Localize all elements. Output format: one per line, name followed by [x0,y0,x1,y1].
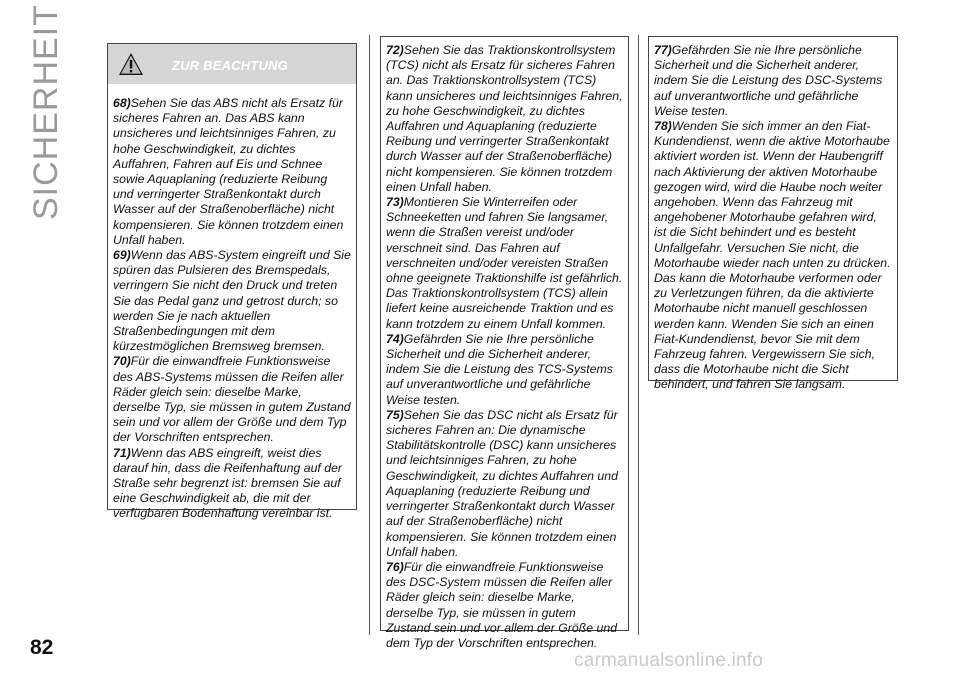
note-text: Wenn das ABS-System eingreift und Sie spüren das Pulsieren des Bremspedals, verringern Sie nicht den Druck und treten Sie das Pedal ganz und getrost durch; so werden Sie je nach aktuellen Straßenbedingungen mit dem kürzestmöglichen Bremsweg bremsen. [113,248,351,354]
watermark: carmanualsonline.info [574,650,764,671]
note-text: Sehen Sie das Traktionskontrollsystem (TCS) nicht als Ersatz für sicheres Fahren an. Das Traktionskontrollsystem (TCS) kann unsicheres und leichtsinniges Fahren, zu hohe Geschwindigkeit, zu dichtes Auffahren und Aquaplaning (reduzierte Reibung und verringerter Straßenkontakt durch Wasser auf der Straßenoberfläche) nicht kompensieren. Sie können trotzdem einen Unfall haben. [386,43,623,194]
note-number: 78) [654,119,672,134]
note-75 [386,408,623,560]
warning-title: ZUR BEACHTUNG [172,58,288,73]
note-70 [113,354,351,445]
column-divider [369,35,370,635]
note-number: 68) [113,96,131,110]
note-76 [386,560,623,651]
note-number: 74) [386,331,404,346]
note-text: Wenden Sie sich immer an den Fiat-Kundendienst, wenn die aktive Motorhaube aktiviert worden ist. Wenn der Haubengriff nach Aktivierung der aktiven Motorhaube gezogen wird, wird die Haube noch weiter angehoben. Wenn das Fahrzeug mit angehobener Motorhaube gefahren wird, ist die Sicht behindert und es besteht Unfallgefahr. Versuchen Sie nicht, die Motorhaube wieder nach unten zu drücken. Das kann die Motorhaube verformen oder zu Verletzungen führen, da die aktivierte Motorhaube nicht manuell geschlossen werden kann. Wenden Sie sich an einen Fiat-Kundendienst, bevor Sie mit dem Fahrzeug fahren. Vergewissern Sie sich, dass die Motorhaube nicht die Sicht behindert, und fahren Sie langsam. [654,119,891,392]
note-text: Sehen Sie das DSC nicht als Ersatz für sicheres Fahren an: Die dynamische Stabilitätskontrolle (DSC) kann unsicheres und leichtsinniges Fahren, zu hohe Geschwindigkeit, zu dichtes Auffahren und Aquaplaning (reduzierte Reibung und verringerter Straßenkontakt durch Wasser auf der Straßenoberfläche) nicht kompensieren. Sie können trotzdem einen Unfall haben. [386,407,618,559]
note-77 [654,43,892,119]
note-text: Sehen Sie das ABS nicht als Ersatz für sicheres Fahren an. Das ABS kann unsicheres und leichtsinniges Fahren, zu hohe Geschwindigkeit, zu dichtes Auffahren, Fahren auf Eis und Schnee sowie Aquaplaning (reduzierte Reibung und verringerter Straßenkontakt durch Wasser auf der Straßenoberfläche) nicht kompensieren. Sie können trotzdem einen Unfall haben. [113,96,344,247]
note-text: Gefährden Sie nie Ihre persönliche Sicherheit und die Sicherheit anderer, indem Sie die Leistung des DSC-Systems auf unverantwortliche und gefährliche Weise testen. [654,43,883,118]
note-text: Für die einwandfreie Funktionsweise des ABS-Systems müssen die Reifen aller Räder gleich sein: dieselbe Marke, derselbe Typ, sie müssen in gutem Zustand sein und vor allem der Größe und dem Typ der Vorschriften entsprechen. [113,354,351,445]
note-68 [113,96,351,248]
warning-triangle-icon [118,52,144,76]
note-number: 77) [654,43,672,57]
warning-box [107,43,357,521]
note-number: 71) [113,445,131,460]
page-number: 82 [30,636,54,659]
section-title: SICHERHEIT [27,4,65,220]
note-text: Für die einwandfreie Funktionsweise des DSC-System müssen die Reifen aller Räder gleich sein: dieselbe Marke, derselbe Typ, sie müssen in gutem Zustand sein und vor allem der Größe und dem Typ der Vorschriften entsprechen. [386,559,618,650]
note-73 [386,195,623,332]
note-number: 69) [113,248,131,263]
note-number: 70) [113,354,131,369]
warning-notes-column-2 [386,43,623,651]
notes-box-2 [380,36,629,650]
note-74 [386,332,623,408]
note-text: Wenn das ABS eingreift, weist dies darauf hin, dass die Reifenhaftung auf der Straße sehr begrenzt ist: bremsen Sie auf eine Geschwindigkeit ab, die mit der verfügbaren Bodenhaftung vereinbar ist. [113,445,343,521]
warning-header [108,44,356,84]
note-number: 73) [386,195,404,210]
column-divider [638,35,639,635]
note-number: 76) [386,559,404,574]
note-69 [113,248,351,354]
warning-notes-column-1 [113,96,351,522]
note-71 [113,446,351,522]
note-72 [386,43,623,195]
notes-box-3 [648,36,898,392]
note-text: Gefährden Sie nie Ihre persönliche Sicherheit und die Sicherheit anderer, indem Sie die Leistung des TCS-Systems auf unverantwortliche und gefährliche Weise testen. [386,331,613,407]
note-text: Montieren Sie Winterreifen oder Schneeketten und fahren Sie langsamer, wenn die Straßen vereist und/oder verschneit sind. Das Fahren auf verschneiten und/oder vereisten Straßen ohne geeignete Traktionshilfe ist gefährlich. Das Traktionskontrollsystem (TCS) allein liefert keine ausreichende Traktion und es kann trotzdem zu einem Unfall kommen. [386,195,623,331]
note-number: 75) [386,407,404,422]
note-78 [654,119,892,393]
warning-notes-column-3 [654,43,892,393]
note-number: 72) [386,43,404,57]
